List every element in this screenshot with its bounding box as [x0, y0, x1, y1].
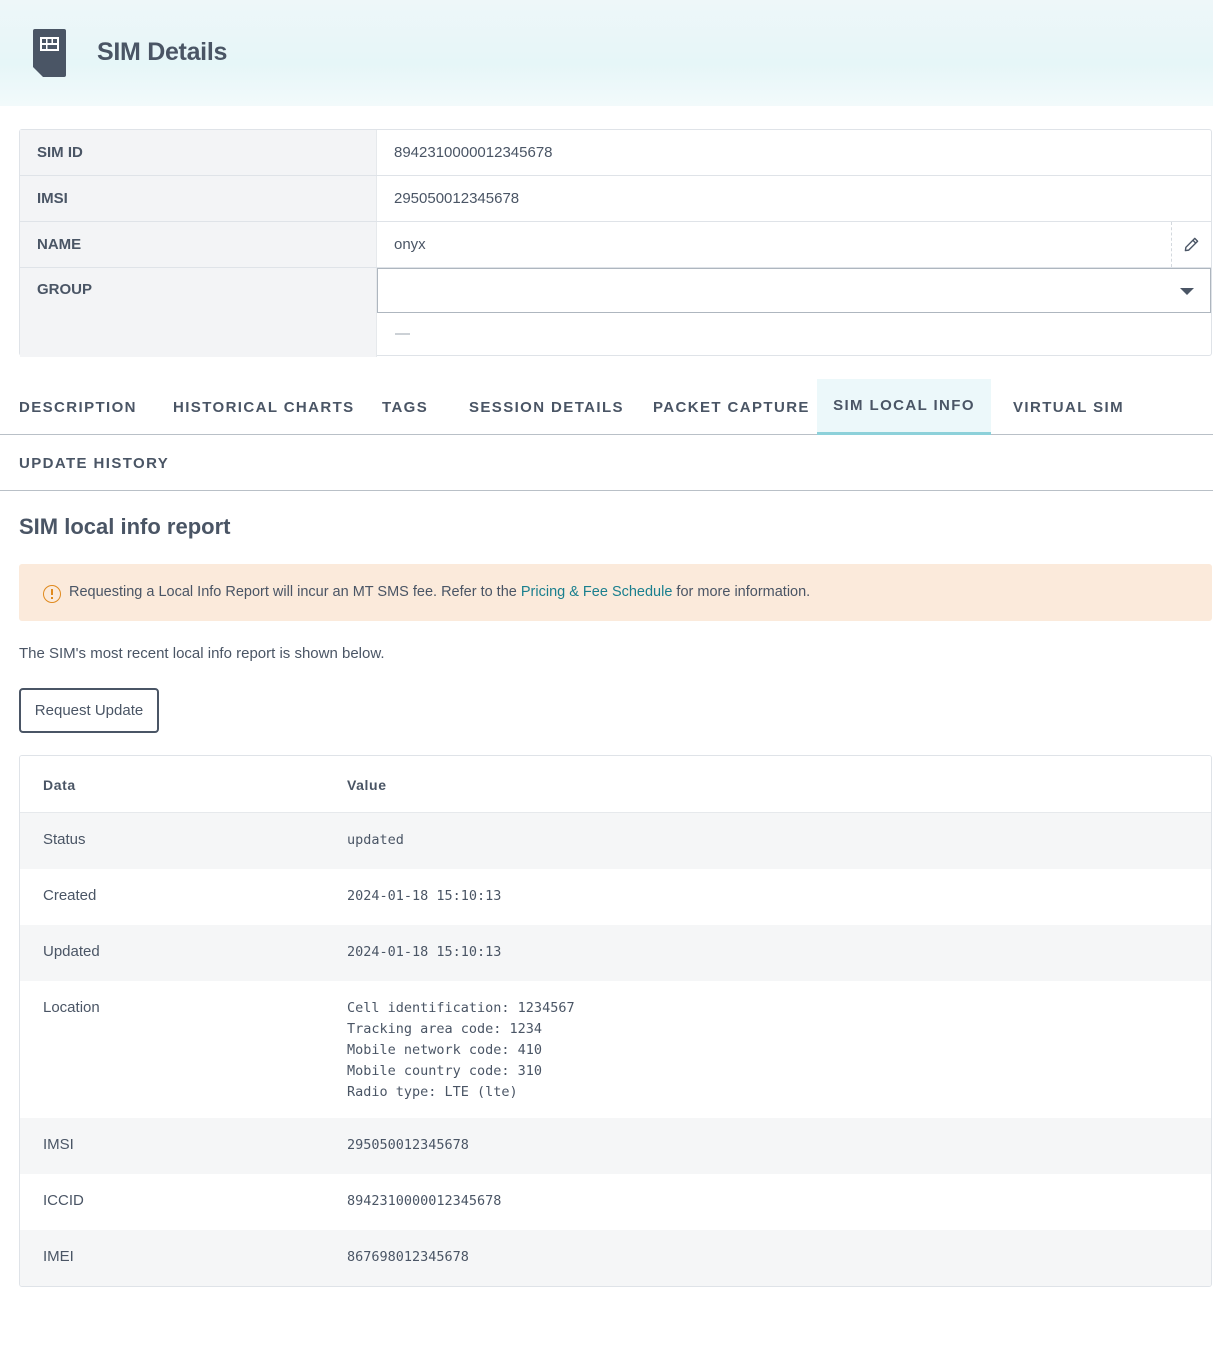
row-key: Updated: [43, 943, 100, 960]
table-row: [20, 813, 1211, 869]
local-info-table: [19, 755, 1212, 1287]
warning-icon: [43, 585, 61, 603]
table-header: [20, 756, 1211, 813]
page-title: SIM Details: [97, 38, 228, 66]
imsi-row: [20, 176, 1211, 222]
report-intro-text: The SIM's most recent local info report is shown below.: [19, 645, 385, 662]
tab-historical-charts[interactable]: HISTORICAL CHARTS: [173, 398, 355, 416]
row-value: updated: [347, 832, 404, 848]
row-value: 867698012345678: [347, 1249, 469, 1265]
row-key: Created: [43, 887, 97, 904]
table-row: [20, 1230, 1211, 1286]
row-key: ICCID: [43, 1192, 84, 1209]
row-key: IMSI: [43, 1136, 74, 1153]
tab-session-details[interactable]: SESSION DETAILS: [469, 398, 624, 416]
group-select[interactable]: [377, 268, 1211, 313]
table-row: [20, 1174, 1211, 1230]
tab-tags[interactable]: TAGS: [382, 398, 429, 416]
tab-bar-row-1: [0, 379, 1213, 435]
name-value: onyx: [394, 236, 426, 253]
section-title: SIM local info report: [19, 514, 231, 539]
table-row: [20, 925, 1211, 981]
tab-sim-local-info[interactable]: SIM LOCAL INFO: [817, 379, 991, 435]
row-value: 2024-01-18 15:10:13: [347, 888, 502, 904]
sim-id-row: [20, 130, 1211, 176]
name-label: NAME: [20, 222, 377, 267]
sim-card-icon: [33, 29, 66, 77]
chevron-down-icon: [1180, 288, 1194, 295]
name-row: [20, 222, 1211, 268]
tab-description[interactable]: DESCRIPTION: [19, 398, 137, 416]
tab-virtual-sim[interactable]: VIRTUAL SIM: [1013, 398, 1124, 416]
tab-packet-capture[interactable]: PACKET CAPTURE: [653, 398, 810, 416]
group-row: [20, 268, 1211, 357]
sim-id-label: SIM ID: [20, 130, 377, 175]
row-key: Status: [43, 831, 86, 848]
pencil-icon: [1184, 237, 1199, 252]
pricing-fee-schedule-link[interactable]: Pricing & Fee Schedule: [520, 584, 673, 600]
column-header-data: Data: [43, 777, 76, 793]
tab-update-history[interactable]: UPDATE HISTORY: [19, 454, 170, 472]
sim-info-table: [19, 129, 1212, 356]
table-row: [20, 981, 1211, 1118]
table-row: [20, 1118, 1211, 1174]
notice-prefix: Requesting a Local Info Report will incur an MT SMS fee. Refer to the: [69, 584, 521, 600]
fee-notice: [19, 564, 1212, 621]
group-empty-placeholder: —: [395, 325, 410, 342]
group-label: GROUP: [20, 268, 377, 357]
tab-bar-row-2: [0, 435, 1213, 491]
row-value: 2024-01-18 15:10:13: [347, 944, 502, 960]
imsi-value: 295050012345678: [394, 190, 520, 207]
row-value: 295050012345678: [347, 1137, 469, 1153]
notice-suffix: for more information.: [672, 584, 811, 600]
column-header-value: Value: [347, 777, 387, 793]
row-value: 8942310000012345678: [347, 1193, 502, 1209]
page-header: [0, 0, 1213, 106]
request-update-button[interactable]: Request Update: [19, 688, 159, 733]
sim-id-value: 8942310000012345678: [394, 144, 553, 161]
edit-name-button[interactable]: [1171, 222, 1211, 267]
row-value: Cell identification: 1234567 Tracking area code: 1234 Mobile network code: 410 Mobile country code: 310 Radio type: LTE (lte): [347, 1000, 575, 1100]
notice-text: [69, 584, 810, 600]
table-row: [20, 869, 1211, 925]
row-key: Location: [43, 999, 100, 1016]
row-key: IMEI: [43, 1248, 74, 1265]
imsi-label: IMSI: [20, 176, 377, 221]
